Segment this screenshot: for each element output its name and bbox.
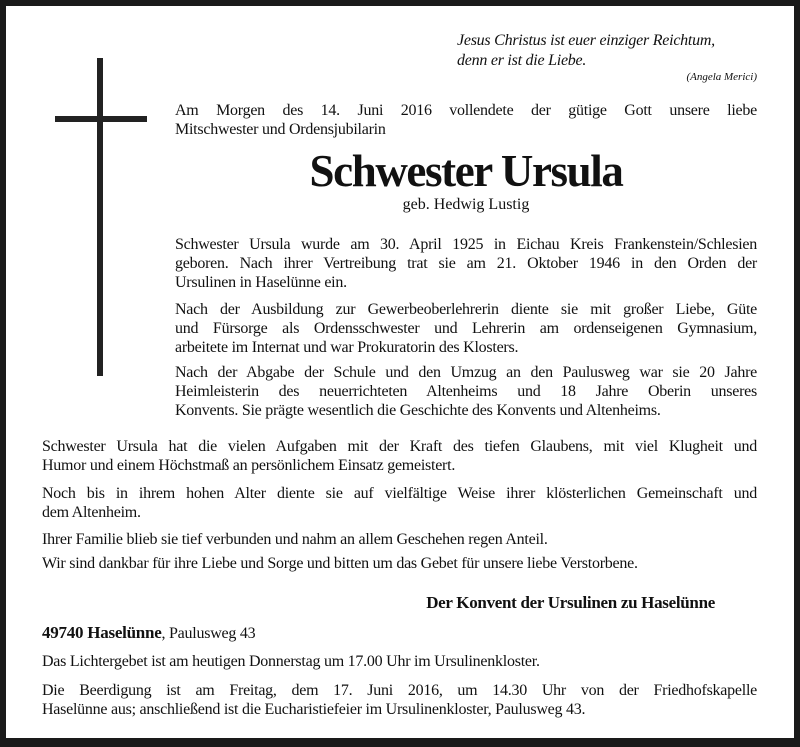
intro-line: Mitschwester und Ordensjubilarin bbox=[175, 121, 386, 138]
service-notices bbox=[42, 652, 757, 719]
text-line: Haselünne aus; anschließend ist die Eucharistiefeier im Ursulinenkloster, Paulusweg 43. bbox=[42, 701, 586, 718]
deceased-name: Schwester Ursula bbox=[309, 146, 623, 196]
text-line: Nach der Abgabe der Schule und den Umzug an den Paulusweg war sie 20 Jahre bbox=[175, 364, 757, 381]
text-line: Schwester Ursula wurde am 30. April 1925 in Eichau Kreis Frankenstein/Schlesien bbox=[175, 236, 757, 253]
text-line: Ursulinen in Haselünne ein. bbox=[175, 274, 347, 291]
address bbox=[42, 623, 255, 643]
text-line: arbeitete im Internat und war Prokuratorin des Klosters. bbox=[175, 339, 519, 356]
intro-line: Am Morgen des 14. Juni 2016 vollendete der gütige Gott unsere liebe bbox=[175, 102, 757, 119]
text-line: Die Beerdigung ist am Freitag, dem 17. Juni 2016, um 14.30 Uhr von der Friedhofskapelle bbox=[42, 682, 757, 699]
text-line: Das Lichtergebet ist am heutigen Donnerstag um 17.00 Uhr im Ursulinenkloster. bbox=[42, 653, 540, 670]
tribute bbox=[42, 437, 757, 573]
cross-vertical-bar bbox=[97, 58, 103, 376]
text-line: Ihrer Familie blieb sie tief verbunden und nahm an allem Geschehen regen Anteil. bbox=[42, 531, 548, 548]
tribute-paragraph bbox=[42, 484, 757, 522]
intro-text bbox=[175, 101, 757, 139]
bio-paragraph bbox=[175, 300, 757, 357]
biography bbox=[175, 235, 757, 420]
bio-paragraph bbox=[175, 235, 757, 292]
tribute-paragraph bbox=[42, 530, 757, 549]
notice-prayer bbox=[42, 652, 757, 671]
cross-horizontal-bar bbox=[55, 116, 147, 122]
text-line: Konvents. Sie prägte wesentlich die Geschichte des Konvents und Altenheims. bbox=[175, 402, 661, 419]
text-line: Humor und einem Höchstmaß an persönlichem Einsatz gemeistert. bbox=[42, 457, 456, 474]
tribute-paragraph bbox=[42, 437, 757, 475]
text-line: geboren. Nach ihrer Vertreibung trat sie am 21. Oktober 1946 in den Orden der bbox=[175, 255, 757, 272]
address-city: 49740 Haselünne bbox=[42, 623, 162, 642]
address-street: , Paulusweg 43 bbox=[161, 625, 256, 642]
obituary-notice bbox=[6, 6, 794, 738]
text-line: Nach der Ausbildung zur Gewerbeoberlehrerin diente sie mit großer Liebe, Güte bbox=[175, 301, 757, 318]
quote bbox=[457, 31, 757, 71]
text-line: dem Altenheim. bbox=[42, 504, 141, 521]
quote-attribution: (Angela Merici) bbox=[686, 71, 757, 83]
notice-funeral bbox=[42, 681, 757, 719]
text-line: und Fürsorge als Ordensschwester und Lehrerin am ordenseigenen Gymnasium, bbox=[175, 320, 757, 337]
quote-line: Jesus Christus ist euer einziger Reichtum, bbox=[457, 32, 715, 49]
tribute-paragraph bbox=[42, 554, 757, 573]
quote-line: denn er ist die Liebe. bbox=[457, 52, 587, 69]
text-line: Noch bis in ihrem hohen Alter diente sie auf vielfältige Weise ihrer klösterlichen Gemeinschaft und bbox=[42, 485, 757, 502]
birth-name: geb. Hedwig Lustig bbox=[402, 196, 530, 213]
bio-paragraph bbox=[175, 363, 757, 420]
signature: Der Konvent der Ursulinen zu Haselünne bbox=[426, 593, 715, 612]
text-line: Wir sind dankbar für ihre Liebe und Sorge und bitten um das Gebet für unsere liebe Verstorbene. bbox=[42, 555, 638, 572]
text-line: Schwester Ursula hat die vielen Aufgaben mit der Kraft des tiefen Glaubens, mit viel Klugheit und bbox=[42, 438, 757, 455]
text-line: Heimleisterin des neuerrichteten Altenheims und 18 Jahre Oberin unseres bbox=[175, 383, 757, 400]
